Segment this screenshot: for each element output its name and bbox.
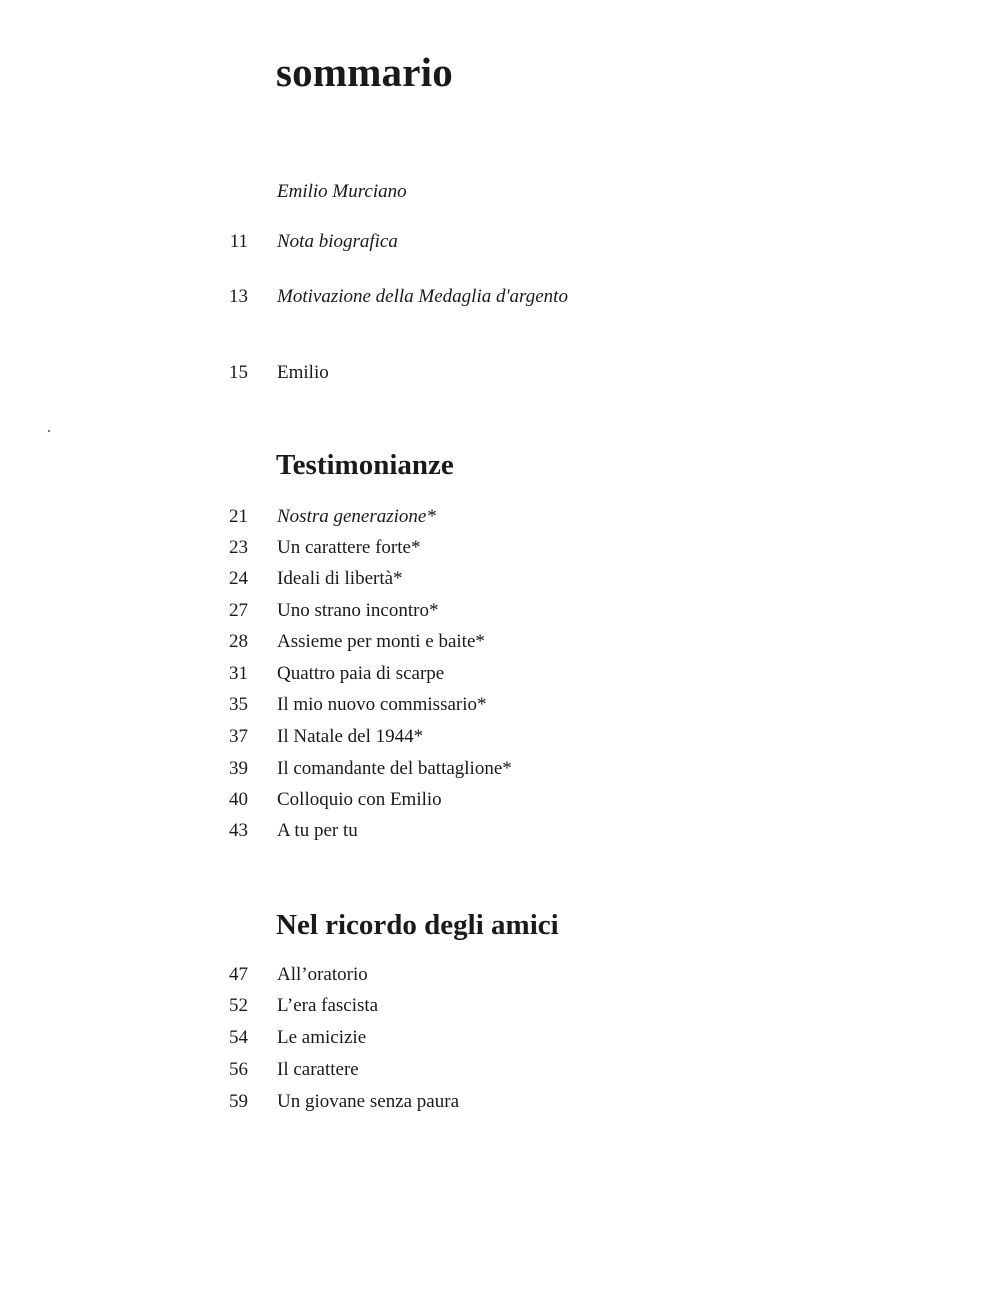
scan-speck	[48, 430, 50, 432]
toc-entry[interactable]	[0, 533, 1000, 563]
toc-page-number: 21	[229, 506, 248, 527]
toc-entry[interactable]	[0, 754, 1000, 784]
toc-page-number: 59	[229, 1091, 248, 1112]
toc-page-number: 23	[229, 537, 248, 558]
toc-entry[interactable]	[0, 627, 1000, 657]
toc-entry-title: Il Natale del 1944*	[277, 726, 424, 747]
toc-entry-title: All’oratorio	[277, 964, 368, 985]
toc-entry[interactable]	[0, 1055, 1000, 1085]
toc-entry-title: Ideali di libertà*	[277, 568, 403, 589]
toc-entry[interactable]	[0, 960, 1000, 990]
toc-entry-title: Un carattere forte*	[277, 537, 421, 558]
toc-entry-title: Il comandante del battaglione*	[277, 758, 512, 779]
toc-entry[interactable]	[0, 816, 1000, 846]
toc-entry-title: Un giovane senza paura	[277, 1091, 460, 1112]
toc-entry[interactable]	[0, 690, 1000, 720]
toc-entry-title: Il mio nuovo commissario*	[277, 694, 487, 715]
toc-entry-title: Colloquio con Emilio	[277, 789, 442, 810]
toc-entry-title: Le amicizie	[277, 1027, 367, 1048]
toc-page-number: 15	[229, 362, 248, 383]
toc-entry[interactable]	[0, 502, 1000, 532]
toc-page-number: 13	[229, 286, 248, 307]
toc-page-number: 39	[229, 758, 248, 779]
toc-entry[interactable]	[0, 1023, 1000, 1053]
toc-page-number: 43	[229, 820, 248, 841]
toc-entry[interactable]	[0, 785, 1000, 815]
toc-entry-title: Nostra generazione*	[277, 506, 436, 527]
section-title-nel-ricordo: Nel ricordo degli amici	[276, 909, 559, 941]
intro-author: Emilio Murciano	[277, 181, 407, 202]
toc-page-number: 28	[229, 631, 248, 652]
toc-entry[interactable]	[0, 722, 1000, 752]
toc-entry[interactable]	[0, 596, 1000, 626]
toc-page-number: 35	[229, 694, 248, 715]
toc-page-number: 54	[229, 1027, 248, 1048]
toc-entry-title: Quattro paia di scarpe	[277, 663, 445, 684]
toc-entry-title: Assieme per monti e baite*	[277, 631, 485, 652]
toc-page-number: 31	[229, 663, 248, 684]
toc-entry-title: Uno strano incontro*	[277, 600, 439, 621]
page-title: sommario	[276, 49, 453, 95]
toc-page-number: 37	[229, 726, 248, 747]
toc-page-number: 56	[229, 1059, 248, 1080]
toc-page-number: 27	[229, 600, 248, 621]
toc-entry-title: Emilio	[277, 362, 329, 383]
toc-entry[interactable]	[0, 659, 1000, 689]
section-title-testimonianze: Testimonianze	[276, 449, 454, 481]
toc-entry[interactable]	[0, 991, 1000, 1021]
toc-entry-title: Motivazione della Medaglia d'argento	[277, 286, 568, 307]
toc-entry[interactable]	[0, 227, 1000, 257]
toc-page-number: 52	[229, 995, 248, 1016]
toc-entry[interactable]	[0, 358, 1000, 388]
toc-entry[interactable]	[0, 1087, 1000, 1117]
toc-page-number: 24	[229, 568, 248, 589]
toc-page-number: 11	[229, 231, 248, 252]
toc-entry-title: Nota biografica	[277, 231, 398, 252]
toc-page-number: 40	[229, 789, 248, 810]
toc-entry[interactable]	[0, 564, 1000, 594]
toc-entry-title: A tu per tu	[277, 820, 358, 841]
toc-entry-title: Il carattere	[277, 1059, 359, 1080]
toc-page-number: 47	[229, 964, 248, 985]
toc-entry-title: L’era fascista	[277, 995, 379, 1016]
toc-entry[interactable]	[0, 282, 1000, 312]
